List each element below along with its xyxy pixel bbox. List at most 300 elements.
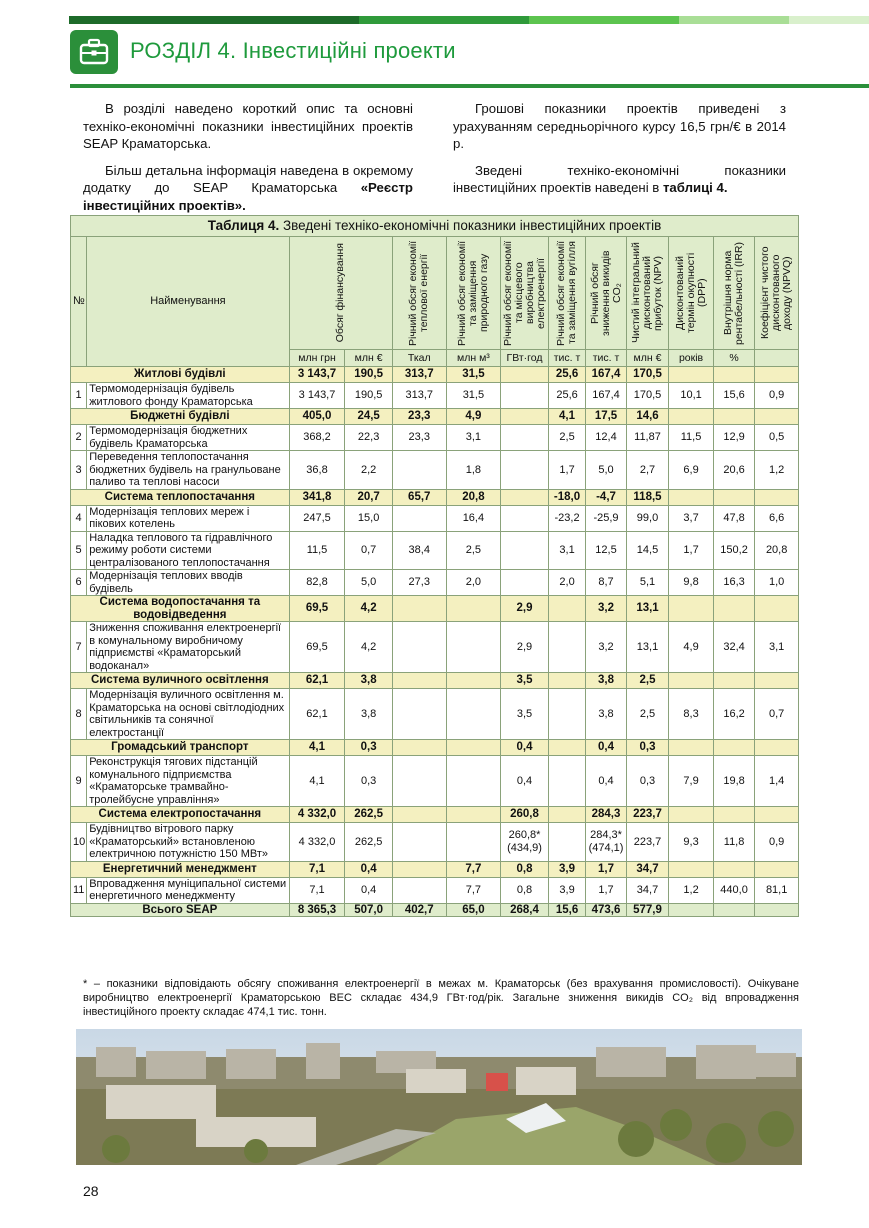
value-cell: 4,9	[446, 409, 501, 425]
value-cell: 2,0	[548, 570, 585, 596]
value-cell: 12,4	[586, 425, 626, 451]
unit-cell: млн грн	[289, 350, 345, 367]
header-divider	[70, 84, 869, 88]
value-cell: 0,4	[586, 740, 626, 756]
table-row	[71, 689, 799, 740]
col-header: Дисконтований термін окупності (DPP)	[669, 237, 714, 350]
value-cell	[446, 807, 501, 823]
value-cell: 81,1	[755, 877, 799, 903]
section-title: РОЗДІЛ 4. Інвестиційні проекти	[130, 38, 456, 63]
unit-cell: ГВт·год	[501, 350, 549, 367]
unit-cell: млн €	[345, 350, 393, 367]
value-cell	[501, 425, 549, 451]
value-cell: 27,3	[392, 570, 446, 596]
value-cell: 1,4	[755, 756, 799, 807]
value-cell: 247,5	[289, 505, 345, 531]
value-cell: 167,4	[586, 383, 626, 409]
value-cell	[392, 689, 446, 740]
intro-paragraph: Більш детальна інформація наведена в окремому додатку до SEAP Краматорська «Реєстр інвестиційних проектів».	[83, 162, 413, 213]
unit-cell: %	[713, 350, 755, 367]
value-cell: 262,5	[345, 807, 393, 823]
value-cell: 14,6	[626, 409, 669, 425]
value-cell: 0,3	[626, 740, 669, 756]
value-cell	[548, 756, 585, 807]
value-cell: 65,7	[392, 489, 446, 505]
row-number: 3	[71, 451, 87, 490]
value-cell	[446, 756, 501, 807]
value-cell: 9,3	[669, 823, 714, 862]
value-cell	[713, 903, 755, 917]
value-cell: 3,7	[669, 505, 714, 531]
section-name: Громадський транспорт	[71, 740, 290, 756]
value-cell: 268,4	[501, 903, 549, 917]
value-cell	[392, 740, 446, 756]
value-cell	[392, 451, 446, 490]
value-cell	[755, 740, 799, 756]
value-cell	[392, 877, 446, 903]
value-cell: 10,1	[669, 383, 714, 409]
section-row	[71, 740, 799, 756]
value-cell: -4,7	[586, 489, 626, 505]
value-cell: 0,3	[626, 756, 669, 807]
value-cell: 62,1	[289, 689, 345, 740]
value-cell: 62,1	[289, 673, 345, 689]
value-cell: 2,0	[446, 570, 501, 596]
value-cell: 150,2	[713, 531, 755, 570]
value-cell	[713, 673, 755, 689]
value-cell: 3,1	[446, 425, 501, 451]
value-cell: 1,7	[548, 451, 585, 490]
value-cell: 0,4	[345, 877, 393, 903]
intro-paragraph: В розділі наведено короткий опис та основні техніко-економічні показники інвестиційних проектів SEAP Краматорська.	[83, 101, 413, 151]
value-cell: 8,7	[586, 570, 626, 596]
value-cell	[392, 807, 446, 823]
value-cell	[669, 367, 714, 383]
table-row	[71, 531, 799, 570]
top-decor-bar	[69, 16, 869, 24]
unit-cell: Ткал	[392, 350, 446, 367]
value-cell	[669, 903, 714, 917]
project-name: Модернізація теплових вводів будівель	[87, 570, 289, 596]
total-row	[71, 903, 799, 917]
value-cell: 402,7	[392, 903, 446, 917]
value-cell: 24,5	[345, 409, 393, 425]
value-cell: 368,2	[289, 425, 345, 451]
value-cell: 23,3	[392, 409, 446, 425]
table-row	[71, 505, 799, 531]
value-cell	[713, 367, 755, 383]
value-cell: 4,1	[289, 756, 345, 807]
value-cell: 25,6	[548, 367, 585, 383]
table-row	[71, 756, 799, 807]
row-number: 11	[71, 877, 87, 903]
value-cell	[669, 807, 714, 823]
value-cell: 99,0	[626, 505, 669, 531]
value-cell: 16,3	[713, 570, 755, 596]
value-cell: 12,9	[713, 425, 755, 451]
value-cell: 34,7	[626, 861, 669, 877]
value-cell: 5,0	[345, 570, 393, 596]
value-cell: 260,8	[501, 807, 549, 823]
value-cell	[713, 409, 755, 425]
value-cell: 260,8* (434,9)	[501, 823, 549, 862]
intro-paragraph: Грошові показники проектів приведені з урахуванням середньорічного курсу 16,5 грн/€ в 2014 р.	[453, 101, 786, 151]
value-cell: 2,5	[626, 689, 669, 740]
city-panorama-photo	[76, 1029, 802, 1165]
value-cell: 34,7	[626, 877, 669, 903]
section-name: Система вуличного освітлення	[71, 673, 290, 689]
value-cell	[501, 489, 549, 505]
section-name: Система водопостачання та водовідведення	[71, 596, 290, 622]
project-name: Термомодернізація бюджетних будівель Краматорська	[87, 425, 289, 451]
value-cell: 3,8	[586, 673, 626, 689]
col-header: Річний обсяг економії та заміщення вугілля	[548, 237, 585, 350]
project-name: Наладка теплового та гідравлічного режиму роботи системи централізованого теплопостачання	[87, 531, 289, 570]
value-cell: 2,2	[345, 451, 393, 490]
value-cell	[713, 740, 755, 756]
value-cell: 20,7	[345, 489, 393, 505]
value-cell: 36,8	[289, 451, 345, 490]
section-name: Система електропостачання	[71, 807, 290, 823]
value-cell	[446, 596, 501, 622]
value-cell: 0,7	[345, 531, 393, 570]
value-cell: 1,2	[669, 877, 714, 903]
unit-cell: років	[669, 350, 714, 367]
value-cell	[501, 505, 549, 531]
table-row	[71, 425, 799, 451]
value-cell: 0,7	[755, 689, 799, 740]
value-cell: 23,3	[392, 425, 446, 451]
value-cell: 31,5	[446, 367, 501, 383]
value-cell	[446, 673, 501, 689]
unit-cell: тис. т	[586, 350, 626, 367]
value-cell	[669, 740, 714, 756]
value-cell: 5,1	[626, 570, 669, 596]
row-number: 8	[71, 689, 87, 740]
value-cell	[501, 570, 549, 596]
col-header: Річний обсяг економії та місцевого виробництва електроенергії	[501, 237, 549, 350]
value-cell	[548, 622, 585, 673]
value-cell	[669, 673, 714, 689]
unit-cell: млн €	[626, 350, 669, 367]
value-cell: 0,3	[345, 740, 393, 756]
section-row	[71, 489, 799, 505]
value-cell: 223,7	[626, 807, 669, 823]
section-name: Бюджетні будівлі	[71, 409, 290, 425]
value-cell: 5,0	[586, 451, 626, 490]
value-cell: 284,3* (474,1)	[586, 823, 626, 862]
col-header: Внутрішня норма рентабельності (IRR)	[713, 237, 755, 350]
value-cell: 0,4	[345, 861, 393, 877]
value-cell	[669, 409, 714, 425]
value-cell	[392, 505, 446, 531]
value-cell: 190,5	[345, 367, 393, 383]
table-row	[71, 570, 799, 596]
value-cell	[446, 740, 501, 756]
value-cell: 0,8	[501, 861, 549, 877]
value-cell: 3,1	[755, 622, 799, 673]
value-cell: 11,5	[669, 425, 714, 451]
section-row	[71, 673, 799, 689]
value-cell: 16,2	[713, 689, 755, 740]
value-cell: 0,4	[586, 756, 626, 807]
value-cell: 3,8	[586, 689, 626, 740]
col-header: Коефіцієнт чистого дисконтованого доходу (NPVQ)	[755, 237, 799, 350]
total-label: Всього SEAP	[71, 903, 290, 917]
briefcase-icon	[70, 30, 118, 74]
value-cell: 16,4	[446, 505, 501, 531]
value-cell	[392, 756, 446, 807]
value-cell: 3,1	[548, 531, 585, 570]
row-number: 2	[71, 425, 87, 451]
value-cell: 7,1	[289, 861, 345, 877]
value-cell: 15,6	[548, 903, 585, 917]
value-cell	[755, 861, 799, 877]
value-cell	[713, 861, 755, 877]
value-cell	[755, 489, 799, 505]
value-cell: 4 332,0	[289, 823, 345, 862]
value-cell: 1,7	[586, 861, 626, 877]
value-cell: 38,4	[392, 531, 446, 570]
value-cell: 341,8	[289, 489, 345, 505]
value-cell	[392, 673, 446, 689]
value-cell: 3 143,7	[289, 367, 345, 383]
value-cell: 4,9	[669, 622, 714, 673]
value-cell: 0,4	[501, 756, 549, 807]
col-header: Чистий інтегральний дисконтований прибуток (NPV)	[626, 237, 669, 350]
value-cell	[446, 689, 501, 740]
value-cell: 2,9	[501, 596, 549, 622]
value-cell	[392, 622, 446, 673]
table-row	[71, 622, 799, 673]
value-cell: 9,8	[669, 570, 714, 596]
value-cell: 1,0	[755, 570, 799, 596]
value-cell	[501, 367, 549, 383]
value-cell: 1,7	[669, 531, 714, 570]
value-cell: 12,5	[586, 531, 626, 570]
value-cell	[501, 531, 549, 570]
value-cell: -18,0	[548, 489, 585, 505]
value-cell: 3,8	[345, 689, 393, 740]
value-cell	[548, 807, 585, 823]
value-cell: 69,5	[289, 622, 345, 673]
value-cell: 313,7	[392, 383, 446, 409]
section-row	[71, 409, 799, 425]
row-number: 4	[71, 505, 87, 531]
project-name: Будівництво вітрового парку «Краматорський» встановленою електричною потужністю 150 МВт»	[87, 823, 289, 862]
value-cell: 223,7	[626, 823, 669, 862]
value-cell: 2,9	[501, 622, 549, 673]
value-cell	[669, 489, 714, 505]
value-cell	[755, 903, 799, 917]
value-cell: 13,1	[626, 622, 669, 673]
value-cell: 2,5	[626, 673, 669, 689]
value-cell: 8,3	[669, 689, 714, 740]
value-cell: 20,8	[755, 531, 799, 570]
value-cell: 69,5	[289, 596, 345, 622]
col-header: Річний обсяг зниження викидів CO₂	[586, 237, 626, 350]
projects-table	[70, 215, 799, 917]
value-cell: 473,6	[586, 903, 626, 917]
value-cell: 22,3	[345, 425, 393, 451]
project-name: Зниження споживання електроенергії в комунальному виробничому підприємстві «Краматорський водоканал»	[87, 622, 289, 673]
section-row	[71, 861, 799, 877]
value-cell: 3,9	[548, 877, 585, 903]
project-name: Переведення теплопостачання бюджетних будівель на гранульоване паливо та теплові насоси	[87, 451, 289, 490]
section-name: Енергетичний менеджмент	[71, 861, 290, 877]
row-number: 10	[71, 823, 87, 862]
value-cell: 47,8	[713, 505, 755, 531]
section-row	[71, 367, 799, 383]
project-name: Модернізація теплових мереж і пікових котелень	[87, 505, 289, 531]
value-cell: 17,5	[586, 409, 626, 425]
value-cell	[755, 409, 799, 425]
value-cell: 65,0	[446, 903, 501, 917]
value-cell: 440,0	[713, 877, 755, 903]
col-header-name: Найменування	[87, 237, 289, 367]
value-cell: 0,4	[501, 740, 549, 756]
unit-cell: млн м³	[446, 350, 501, 367]
value-cell: 6,9	[669, 451, 714, 490]
value-cell: 20,6	[713, 451, 755, 490]
intro-paragraph: Зведені техніко-економічні показники інвестиційних проектів наведені в таблиці 4.	[453, 162, 786, 195]
value-cell	[669, 861, 714, 877]
intro-left-column	[83, 100, 413, 223]
value-cell	[501, 451, 549, 490]
value-cell: 0,5	[755, 425, 799, 451]
row-number: 5	[71, 531, 87, 570]
table-row	[71, 877, 799, 903]
value-cell: 170,5	[626, 367, 669, 383]
value-cell: 13,1	[626, 596, 669, 622]
value-cell: 6,6	[755, 505, 799, 531]
value-cell: 8 365,3	[289, 903, 345, 917]
value-cell: 3,8	[345, 673, 393, 689]
value-cell	[548, 689, 585, 740]
project-name: Реконструкція тягових підстанцій комунального підприємства «Краматорське трамвайно-тролейбусне управління»	[87, 756, 289, 807]
value-cell: 284,3	[586, 807, 626, 823]
value-cell: 4,1	[548, 409, 585, 425]
value-cell: 577,9	[626, 903, 669, 917]
value-cell	[392, 596, 446, 622]
value-cell: 313,7	[392, 367, 446, 383]
value-cell	[713, 489, 755, 505]
table-row	[71, 383, 799, 409]
value-cell: 3,2	[586, 596, 626, 622]
row-number: 9	[71, 756, 87, 807]
value-cell: 1,8	[446, 451, 501, 490]
value-cell: 2,5	[548, 425, 585, 451]
value-cell: 11,5	[289, 531, 345, 570]
table-caption: Таблиця 4. Зведені техніко-економічні показники інвестиційних проектів	[71, 216, 799, 237]
value-cell: 32,4	[713, 622, 755, 673]
value-cell: 31,5	[446, 383, 501, 409]
value-cell: 15,0	[345, 505, 393, 531]
value-cell: 0,3	[345, 756, 393, 807]
value-cell: 3,5	[501, 673, 549, 689]
value-cell: 262,5	[345, 823, 393, 862]
value-cell	[548, 673, 585, 689]
value-cell	[713, 596, 755, 622]
value-cell: 170,5	[626, 383, 669, 409]
value-cell	[548, 740, 585, 756]
value-cell	[669, 596, 714, 622]
value-cell: 405,0	[289, 409, 345, 425]
value-cell: 507,0	[345, 903, 393, 917]
value-cell: 3,2	[586, 622, 626, 673]
page-number: 28	[83, 1183, 99, 1199]
section-name: Житлові будівлі	[71, 367, 290, 383]
project-name: Термомодернізація будівель житлового фонду Краматорська	[87, 383, 289, 409]
table-row	[71, 451, 799, 490]
unit-cell: тис. т	[548, 350, 585, 367]
value-cell	[501, 409, 549, 425]
value-cell	[755, 367, 799, 383]
value-cell: 0,9	[755, 383, 799, 409]
value-cell: 4,2	[345, 596, 393, 622]
unit-cell	[755, 350, 799, 367]
footnote: * – показники відповідають обсягу споживання електроенергії в межах м. Краматорськ (без врахування промисловості). Очікуване виробництво електроенергії Краматорською ВЕС складає 434,9 ГВт·год/рік. Загальне зниження викидів CO₂ від впровадження інвестиційного проекту складає 474,1 тис. тонн.	[83, 978, 799, 1018]
value-cell: 7,1	[289, 877, 345, 903]
intro-right-column	[453, 100, 786, 206]
value-cell: -25,9	[586, 505, 626, 531]
value-cell: 7,7	[446, 877, 501, 903]
value-cell: 7,7	[446, 861, 501, 877]
value-cell: 2,5	[446, 531, 501, 570]
value-cell	[755, 807, 799, 823]
value-cell: 3 143,7	[289, 383, 345, 409]
col-header: Річний обсяг економії та заміщення природного газу	[446, 237, 501, 350]
value-cell: 0,8	[501, 877, 549, 903]
value-cell: 7,9	[669, 756, 714, 807]
value-cell: 82,8	[289, 570, 345, 596]
section-row	[71, 596, 799, 622]
project-name: Модернізація вуличного освітлення м. Краматорська на основі світлодіодних світильників та сонячної електростанції	[87, 689, 289, 740]
value-cell: 118,5	[626, 489, 669, 505]
value-cell: 15,6	[713, 383, 755, 409]
value-cell: 4 332,0	[289, 807, 345, 823]
value-cell: 3,9	[548, 861, 585, 877]
project-name: Впровадження муніципальної системи енергетичного менеджменту	[87, 877, 289, 903]
value-cell: 11,8	[713, 823, 755, 862]
value-cell: 190,5	[345, 383, 393, 409]
row-number: 6	[71, 570, 87, 596]
col-header: Річний обсяг економії теплової енергії	[392, 237, 446, 350]
value-cell: 3,5	[501, 689, 549, 740]
value-cell: -23,2	[548, 505, 585, 531]
value-cell	[755, 596, 799, 622]
table-row	[71, 823, 799, 862]
value-cell	[446, 823, 501, 862]
value-cell: 2,7	[626, 451, 669, 490]
value-cell: 14,5	[626, 531, 669, 570]
value-cell	[713, 807, 755, 823]
value-cell: 4,2	[345, 622, 393, 673]
value-cell: 1,2	[755, 451, 799, 490]
value-cell: 0,9	[755, 823, 799, 862]
value-cell: 4,1	[289, 740, 345, 756]
value-cell	[755, 673, 799, 689]
section-name: Система теплопостачання	[71, 489, 290, 505]
value-cell	[548, 823, 585, 862]
col-header: Обсяг фінансування	[289, 237, 392, 350]
value-cell	[548, 596, 585, 622]
row-number: 1	[71, 383, 87, 409]
value-cell: 1,7	[586, 877, 626, 903]
value-cell: 167,4	[586, 367, 626, 383]
value-cell	[501, 383, 549, 409]
value-cell: 11,87	[626, 425, 669, 451]
